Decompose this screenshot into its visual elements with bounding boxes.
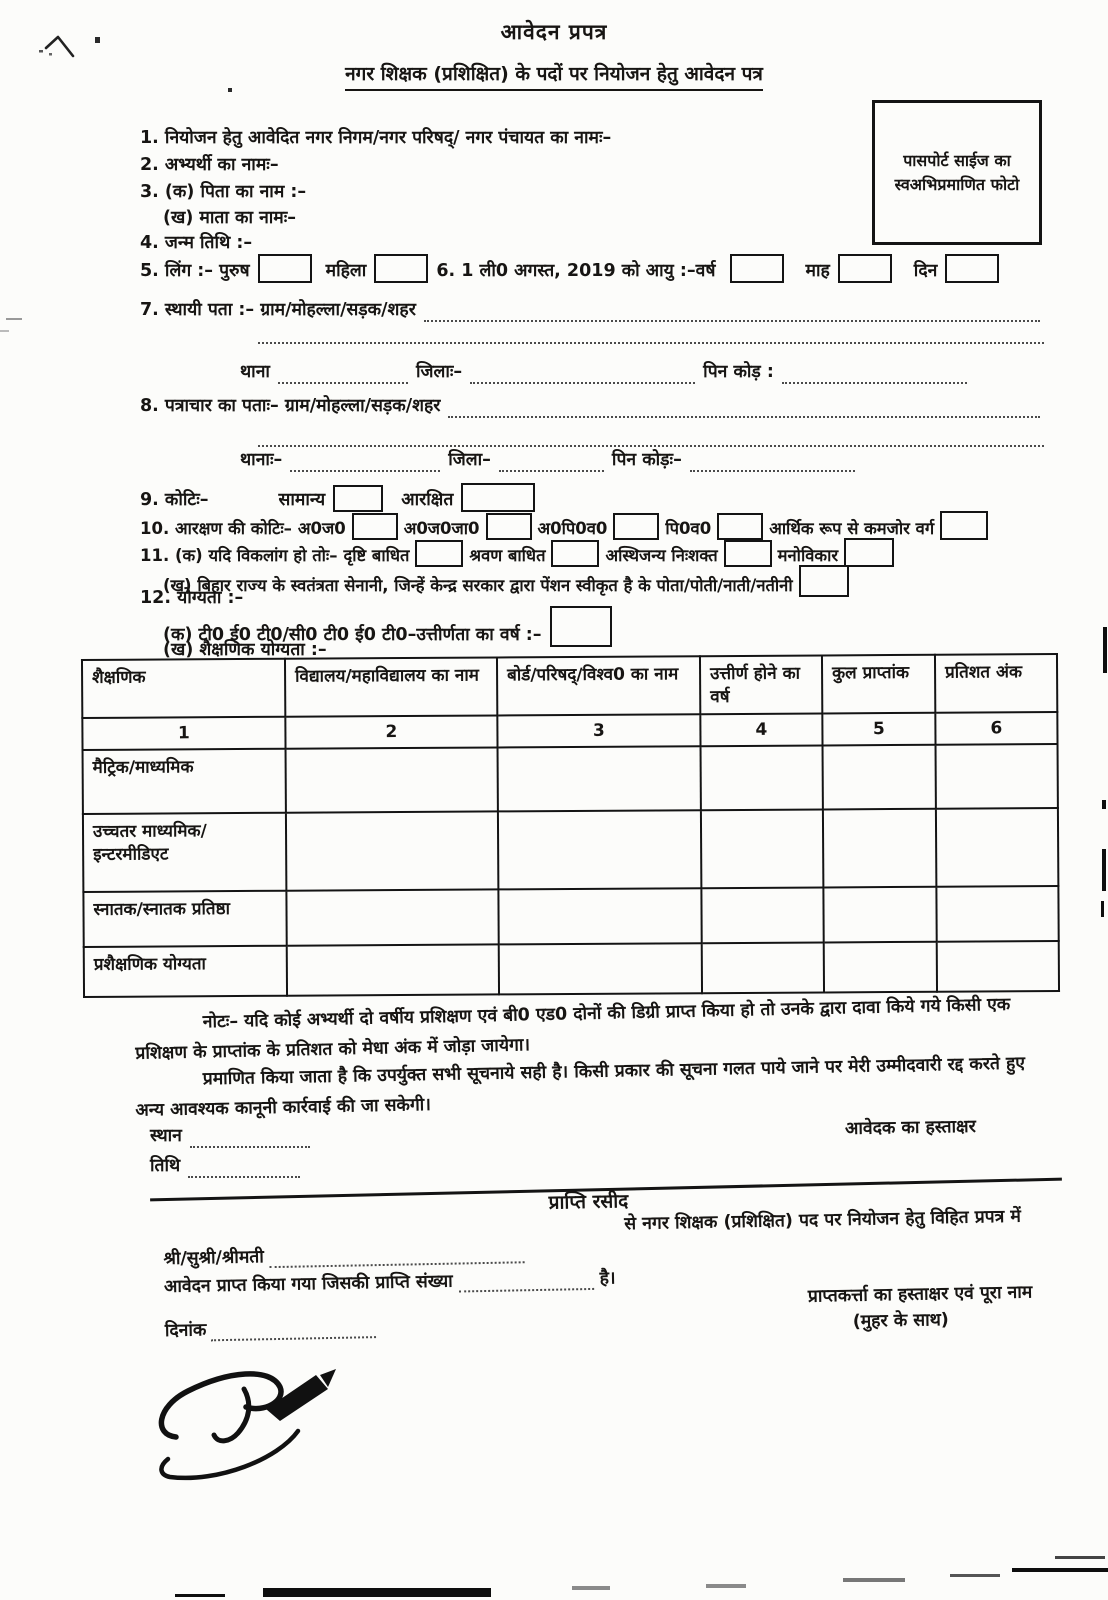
pincode-label: पिन कोड़ : [703,362,774,382]
form-subtitle: नगर शिक्षक (प्रशिक्षित) के पदों पर नियोजन हेतु आवेदन पत्र [345,60,763,91]
col-number: 1 [82,717,285,750]
receipt-date-line [165,1314,376,1342]
scan-bottom-artifact [950,1574,1000,1577]
receipt-title: प्राप्ति रसीद [548,1190,629,1214]
disability-option-orthopedic: अस्थिजन्य निःशक्त [605,546,718,566]
ews-checkbox [940,511,988,540]
empty-cell [824,942,937,993]
permanent-address-label: 7. स्थायी पता :– ग्राम/मोहल्ला/सड़क/शहर [140,300,416,320]
empty-cell [286,889,498,945]
form-item-2 [140,155,279,177]
table-row-intermediate [83,808,1058,892]
scan-speck [0,330,9,332]
pincode-dotted-line [782,367,967,384]
table-row-training [84,941,1059,997]
st-checkbox [486,513,532,540]
empty-cell [823,809,936,888]
place-line [150,1126,310,1148]
scan-bottom-artifact [843,1578,905,1582]
empty-cell [286,811,498,890]
scan-bottom-artifact [263,1588,491,1597]
scan-edge-artifact [1103,627,1107,673]
disability-option-hearing: श्रवण बाधित [469,546,546,566]
reservation-option-sc: अ0ज0 [297,519,346,539]
empty-cell [701,745,823,810]
district-label: जिला– [448,450,491,470]
age-days-box [945,254,999,283]
date-line [150,1156,300,1178]
col-number: 6 [935,712,1057,745]
reservation-option-st: अ0ज0जा0 [403,519,480,539]
empty-cell [498,810,701,889]
pincode-dotted-line [690,455,855,472]
address-dotted-line [424,305,1040,322]
reservation-option-bc: पि0व0 [665,519,712,539]
scan-bottom-artifact [1055,1556,1105,1559]
gender-female-label: महिला [325,261,367,282]
general-category-box [333,485,383,512]
empty-cell [499,943,702,994]
empty-cell [701,809,823,888]
table-row-matric [83,744,1058,814]
empty-cell [702,942,824,993]
scan-edge-artifact [1102,849,1106,891]
address-dotted-line [258,327,1044,344]
receipt-number-dotted-line [459,1273,594,1293]
receipt-number-label: आवेदन प्राप्त किया गया जिसकी प्राप्ति संख्या [163,1271,453,1298]
col-number: 5 [822,713,935,746]
col-number: 3 [497,714,700,747]
receipt-line2 [163,1239,525,1270]
date-dotted-line [188,1161,300,1178]
receipt-date-label: दिनांक [164,1320,207,1342]
correspondence-address-label: 8. पत्राचार का पताः– ग्राम/मोहल्ला/सड़क/शहर [140,396,441,416]
col-header-school-name: विद्यालय/महाविद्यालय का नाम [285,657,497,716]
item4-label: 4. जन्म तिथि :– [140,233,253,253]
empty-cell [823,745,936,810]
reservation-category-label: 10. आरक्षण की कोटिः– [140,519,292,539]
form-item-5-6 [140,254,1040,283]
form-item-3b [163,208,296,230]
freedom-fighter-label: (ख) बिहार राज्य के स्वतंत्रता सेनानी, जिन्हें केन्द्र सरकार द्वारा पेंशन स्वीकृत है के पोता/पोती/नाती/नतीनी [163,576,793,596]
educational-qualification-label: (ख) शैक्षणिक योग्यता :– [163,640,327,660]
mental-disorder-checkbox [844,538,894,567]
table-row-graduation [83,886,1058,947]
freedom-fighter-checkbox [799,565,849,597]
item3b-label: (ख) माता का नामः– [163,208,297,228]
female-checkbox [374,254,428,283]
item1-label: 1. नियोजन हेतु आवेदित नगर निगम/नगर परिषद्/ नगर पंचायत का नामः– [140,128,612,148]
receipt-line1: से नगर शिक्षक (प्रशिक्षित) पद पर नियोजन हेतु विहित प्रपत्र में [624,1206,1022,1235]
photo-box-label: पासपोर्ट साईज का स्वअभिप्रमाणित फोटो [894,150,1020,194]
form-item-11a [140,538,1045,567]
date-label: तिथि [150,1156,181,1176]
correspondence-address-details [240,450,855,472]
empty-cell [498,746,701,811]
disability-option-visual: दृष्टि बाधित [343,546,410,566]
permanent-address-details [240,362,967,384]
tet-year-box [550,606,612,647]
table-header-row [82,654,1057,718]
thana-label: थानाः– [240,450,283,470]
empty-cell [286,747,498,812]
pincode-label: पिन कोड़ः– [611,450,682,470]
form-title: आवेदन प्रपत्र [500,20,608,44]
tet-year-label: (क) टी0 ई0 टी0/सी0 टी0 ई0 टी0–उत्तीर्णता का वर्ष :– [163,625,542,646]
age-month-label: माह [805,261,830,282]
empty-cell [936,808,1058,887]
address-dotted-line [258,430,1044,447]
scan-bottom-artifact [175,1594,225,1597]
row-label-intermediate: उच्चतर माध्यमिक/इन्टरमीडिएट [83,813,286,892]
empty-cell [498,888,701,944]
receipt-line3 [164,1266,616,1299]
district-label: जिलाः– [415,362,463,382]
item3a-label: 3. (क) पिता का नाम :– [140,182,307,202]
row-label-matric: मैट्रिक/माध्यमिक [83,749,286,814]
age-day-label: दिन [913,261,938,282]
scan-edge-artifact [1102,800,1106,809]
district-dotted-line [470,367,695,384]
thana-label: थाना [240,362,270,382]
disability-label: 11. (क) यदि विकलांग हो तोः– [140,546,338,566]
address-dotted-line [448,401,1040,418]
age-label: 6. 1 ली0 अगस्त, 2019 को आयु :–वर्ष [436,261,716,282]
district-dotted-line [499,455,604,472]
row-label-graduation: स्नातक/स्नातक प्रतिष्ठा [83,891,286,947]
place-dotted-line [190,1131,310,1148]
empty-cell [823,887,936,943]
item2-label: 2. अभ्यर्थी का नामः– [140,155,279,175]
reservation-option-ebc: अ0पि0व0 [537,519,608,539]
col-header-total-marks: कुल प्राप्तांक [822,655,935,714]
applicant-signature-line [845,1117,976,1141]
qualification-label: 12. योग्यता :– [140,588,244,608]
sc-checkbox [352,513,398,540]
form-item-4 [140,233,252,255]
form-item-11b [163,565,1048,597]
reservation-option-ews: आर्थिक रूप से कमजोर वर्ग [769,519,935,539]
hearing-impairment-checkbox [551,540,599,567]
receipt-line3-suffix: है। [599,1268,616,1289]
passport-photo-box [872,100,1042,245]
row-label-training: प्रशैक्षणिक योग्यता [84,946,287,997]
disability-option-mental: मनोविकार [777,546,839,566]
thana-dotted-line [290,455,440,472]
age-months-box [838,254,892,283]
note-paragraph: नोटः– यदि कोई अभ्यर्थी दो वर्षीय प्रशिक्षण एवं बी0 एड0 दोनों की डिग्री प्राप्त किया हो तो उनके द्वारा दावा किये गये किसी एक प्रशिक्षण के प्राप्तांक के प्रतिशत को मेधा अंक में जोड़ा जायेगा। [135,994,1011,1064]
col-header-board-name: बोर्ड/परिषद्/विश्व0 का नाम [497,656,700,715]
empty-cell [701,887,823,943]
applicant-name-dotted-line [270,1246,525,1268]
bc-checkbox [717,513,763,540]
form-item-10 [140,511,1045,540]
col-header-passing-year: उत्तीर्ण होने का वर्ष [700,655,822,714]
gender-male-label: 5. लिंग :– पुरुष [140,261,250,282]
applicant-signature-label: आवेदक का हस्ताक्षर [844,1116,976,1140]
scan-edge-artifact [1101,901,1104,917]
col-header-percentage: प्रतिशत अंक [935,654,1057,713]
col-header-education: शैक्षणिक [82,659,285,718]
male-checkbox [258,254,312,283]
general-category-label: सामान्य [278,490,326,511]
seal-note: (मुहर के साथ) [852,1310,950,1332]
handwritten-signature [148,1345,378,1495]
scan-speck [6,318,22,320]
thana-dotted-line [278,367,408,384]
form-subtitle-wrap [0,60,1108,91]
education-qualification-table [81,653,1060,998]
form-item-7 [140,300,1040,322]
place-label: स्थान [150,1126,182,1146]
receipt-date-dotted-line [210,1321,375,1341]
scan-bottom-artifact [572,1586,610,1590]
form-item-8 [140,396,1040,418]
col-number: 2 [285,715,497,748]
form-item-9 [140,483,535,512]
empty-cell [937,941,1059,992]
empty-cell [936,744,1058,809]
visual-impairment-checkbox [415,540,463,567]
reserved-category-box [461,483,535,512]
form-item-3a [140,182,306,204]
salutation-label: श्री/सुश्री/श्रीमती [163,1247,265,1270]
ebc-checkbox [613,513,659,540]
col-number: 4 [700,713,822,746]
scan-bottom-artifact [1012,1568,1108,1572]
form-item-1 [140,128,611,150]
orthopedic-checkbox [724,540,772,567]
scan-bottom-artifact [706,1584,746,1588]
category-label: 9. कोटिः– [140,490,209,511]
reserved-category-label: आरक्षित [401,490,454,511]
receiver-signature-label: प्राप्तकर्त्ता का हस्ताक्षर एवं पूरा नाम [807,1282,1033,1307]
age-years-box [730,254,784,283]
declaration-paragraph: प्रमाणित किया जाता है कि उपर्युक्त सभी सूचनाये सही है। किसी प्रकार की सूचना गलत पाये जाने पर मेरी उम्मीदवारी रद्द करते हुए अन्य आवश्यक कानूनी कार्रवाई की जा सकेगी। [135,1053,1026,1121]
empty-cell [936,886,1058,942]
empty-cell [287,944,499,995]
